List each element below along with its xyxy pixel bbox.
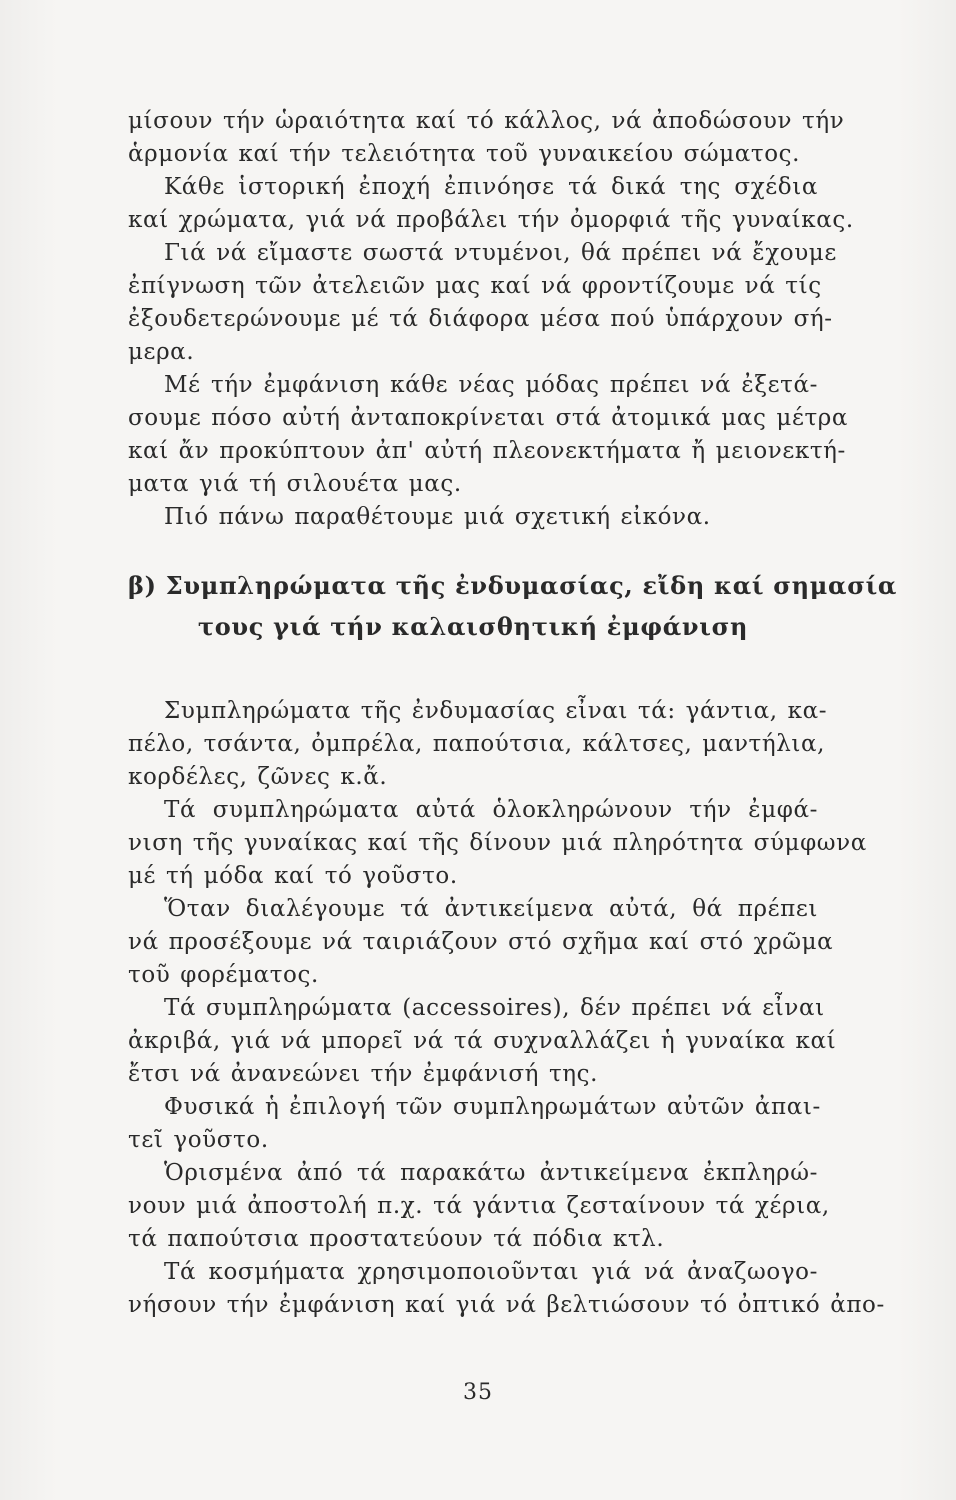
text-line: σουμε πόσο αὐτή ἀνταποκρίνεται στά ἀτομικά μας μέτρα [128, 405, 849, 431]
text-line: Γιά νά εἴμαστε σωστά ντυμένοι, θά πρέπει νά ἔχουμε [164, 240, 837, 266]
text-line: κορδέλες, ζῶνες κ.ἄ. [128, 764, 388, 790]
text-line: Ὁρισμένα ἀπό τά παρακάτω ἀντικείμενα ἐκπληρώ- [164, 1160, 818, 1186]
text-line: νιση τῆς γυναίκας καί τῆς δίνουν μιά πληρότητα σύμφωνα [128, 830, 867, 856]
text-line: Τά συμπληρώματα αὐτά ὁλοκληρώνουν τήν ἐμφά- [164, 797, 818, 823]
section-heading: β) Συμπληρώματα τῆς ἐνδυμασίας, εἴδη καί σημασία [128, 571, 898, 600]
text-line: ματα γιά τή σιλουέτα μας. [128, 471, 462, 497]
text-line: Ὅταν διαλέγουμε τά ἀντικείμενα αὐτά, θά πρέπει [164, 896, 818, 922]
text-line: τοῦ φορέματος. [128, 962, 319, 988]
text-line: Τά κοσμήματα χρησιμοποιοῦνται γιά νά ἀναζωογο- [164, 1259, 818, 1285]
text-line: Πιό πάνω παραθέτουμε μιά σχετική εἰκόνα. [164, 504, 711, 530]
text-line: ἀκριβά, γιά νά μπορεῖ νά τά συχναλλάζει ἡ γυναίκα καί [128, 1028, 837, 1054]
text-line: τά παπούτσια προστατεύουν τά πόδια κτλ. [128, 1226, 665, 1252]
text-line: Συμπληρώματα τῆς ἐνδυμασίας εἶναι τά: γάντια, κα- [164, 698, 828, 724]
text-line: καί χρώματα, γιά νά προβάλει τήν ὀμορφιά τῆς γυναίκας. [128, 207, 854, 233]
text-line: ἐξουδετερώνουμε μέ τά διάφορα μέσα πού ὑπάρχουν σή- [128, 306, 833, 332]
text-line: μίσουν τήν ὡραιότητα καί τό κάλλος, νά ἀποδώσουν τήν [128, 108, 845, 134]
page-number: 35 [463, 1380, 493, 1405]
section-heading: τους γιά τήν καλαισθητική ἐμφάνιση [197, 612, 749, 641]
text-line: ἁρμονία καί τήν τελειότητα τοῦ γυναικείου σώματος. [128, 141, 801, 167]
text-line: τεῖ γοῦστο. [128, 1127, 269, 1153]
text-line: νήσουν τήν ἐμφάνιση καί γιά νά βελτιώσουν τό ὀπτικό ἀπο- [128, 1292, 885, 1318]
text-line: πέλο, τσάντα, ὀμπρέλα, παπούτσια, κάλτσες, μαντήλια, [128, 731, 826, 757]
text-line: ἐπίγνωση τῶν ἀτελειῶν μας καί νά φροντίζουμε νά τίς [128, 273, 822, 299]
text-line: ἔτσι νά ἀνανεώνει τήν ἐμφάνισή της. [128, 1061, 599, 1087]
text-line: μερα. [128, 339, 195, 365]
text-line: νά προσέξουμε νά ταιριάζουν στό σχῆμα καί στό χρῶμα [128, 929, 834, 955]
text-line: Κάθε ἱστορική ἐποχή ἐπινόησε τά δικά της σχέδια [164, 174, 818, 200]
text-line: μέ τή μόδα καί τό γοῦστο. [128, 863, 458, 889]
text-line: Μέ τήν ἐμφάνιση κάθε νέας μόδας πρέπει νά ἐξετά- [164, 372, 818, 398]
text-line: Τά συμπληρώματα (accessoires), δέν πρέπει νά εἶναι [164, 995, 825, 1021]
text-line: Φυσικά ἡ ἐπιλογή τῶν συμπληρωμάτων αὐτῶν ἀπαι- [164, 1094, 821, 1120]
text-line: καί ἄν προκύπτουν ἀπ' αὐτή πλεονεκτήματα ἤ μειονεκτή- [128, 438, 846, 464]
text-line: νουν μιά ἀποστολή π.χ. τά γάντια ζεσταίνουν τά χέρια, [128, 1193, 830, 1219]
